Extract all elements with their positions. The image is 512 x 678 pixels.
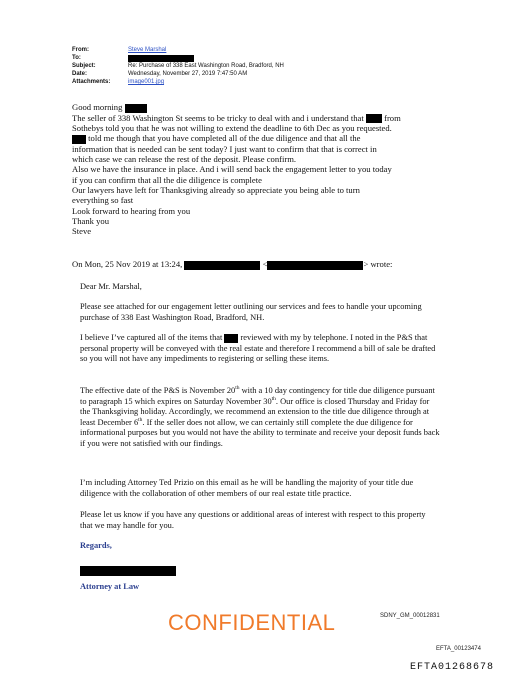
paragraph-items — [80, 333, 440, 365]
quote-wrote: > wrote: — [363, 259, 393, 269]
superscript: th — [271, 395, 276, 402]
subject-value: Re: Purchase of 338 East Washington Road, Bradford, NH — [128, 63, 284, 69]
quote-bracket: < — [262, 259, 268, 269]
bates-efta-2: EFTA01268678 — [410, 662, 495, 673]
paragraph-questions: Please let us know if you have any questions or additional areas of interest with respect to this property that we may handle for you. — [80, 510, 426, 530]
bates-sdny: SDNY_GM_00012831 — [380, 613, 440, 619]
p3-text: . If the seller does not allow, we can certainly still complete the due diligence for informational purposes but you would not have the ability to terminate and receive your deposit funds back if you were not satisfied with our findings. — [80, 417, 440, 448]
reply-body — [72, 102, 442, 237]
quote-bar — [72, 272, 74, 602]
email-redaction — [267, 261, 363, 270]
date-value: Wednesday, November 27, 2019 7:47:50 AM — [128, 71, 248, 77]
date-row — [72, 70, 284, 78]
greeting: Good morning — [72, 102, 123, 112]
reply-line: which case we can release the rest of the deposit. Please confirm. — [72, 154, 297, 165]
attachments-label: Attachments: — [72, 79, 111, 85]
p3-text: The effective date of the P&S is November 20 — [80, 386, 236, 395]
reply-line: Our lawyers have left for Thanksgiving already so appreciate you being able to turn — [72, 185, 360, 196]
sender-redaction — [184, 261, 260, 270]
reply-text: from — [384, 112, 401, 123]
reply-line — [72, 102, 442, 113]
from-label: From: — [72, 47, 89, 53]
paragraph-attorney: I’m including Attorney Ted Prizio on this email as he will be handling the majority of your title due diligence with the collaboration of other members of our real estate title practice. — [80, 478, 414, 498]
to-label: To: — [72, 55, 81, 61]
quote-date: On Mon, 25 Nov 2019 at 13:24, — [72, 259, 183, 269]
attachments-row — [72, 78, 284, 86]
reply-line: Thank you — [72, 215, 109, 226]
bates-efta-1: EFTA_00123474 — [436, 646, 481, 652]
date-label: Date: — [72, 71, 88, 77]
to-row — [72, 54, 284, 62]
to-redaction — [128, 55, 194, 62]
reply-line: Steve — [72, 226, 92, 237]
reply-line — [72, 133, 442, 144]
paragraph-engagement: Please see attached for our engagement letter outlining our services and fees to handle your upcoming purchase of 338 East Washington Road, Bradford, NH. — [80, 302, 422, 322]
redaction — [125, 104, 147, 113]
reply-line: everything so fast — [72, 195, 134, 206]
salutation: Dear Mr. Marshal, — [80, 282, 142, 291]
reply-text: The seller of 338 Washington St seems to be tricky to deal with and i understand that — [72, 112, 364, 123]
redaction — [80, 566, 176, 576]
attachment-link[interactable]: image001.jpg — [128, 79, 165, 85]
email-header — [72, 46, 284, 86]
p2-text: reviewed with my by telephone. I noted in the P&S that personal property will be conveyed with the real estate and therefore I recommend a bill of sale be drafted so you will not have any impediments to registering or selling these items. — [80, 333, 436, 364]
paragraph-effective-date — [80, 386, 440, 450]
reply-line: Look forward to hearing from you — [72, 205, 191, 216]
signature-redaction — [80, 562, 176, 580]
p2-text: I believe I’ve captured all of the items that — [80, 333, 223, 342]
p3-text: with a 10 day contingency for title due diligence pursuant to paragraph 15 which expires on Saturday November 30 — [80, 386, 435, 406]
reply-text: told me though that you have completed all of the due diligence and that all the — [88, 133, 361, 144]
reply-line: Also we have the insurance in place. And i will send back the engagement letter to you today — [72, 164, 392, 175]
confidential-stamp: CONFIDENTIAL — [168, 610, 336, 635]
redaction — [72, 135, 86, 144]
subject-row — [72, 62, 284, 70]
reply-line: Sothebys told you that he was not willing to extend the deadline to 6th Dec as you requested. — [72, 123, 392, 134]
superscript: th — [235, 385, 240, 392]
p3-text: . Our office is closed Thursday and Friday for the Thanksgiving holiday. Accordingly, we recommend an extension to the title due diligence through at least December 6 — [80, 396, 430, 427]
redaction — [366, 114, 382, 123]
superscript: th — [138, 416, 143, 423]
from-value[interactable]: Steve Marshal — [128, 47, 167, 53]
subject-label: Subject: — [72, 63, 96, 69]
reply-line: if you can confirm that all the die diligence is complete — [72, 174, 262, 185]
signature-title: Attorney at Law — [80, 582, 140, 591]
from-row — [72, 46, 284, 54]
reply-line: information that is needed can be sent today? I just want to confirm that that is correct in — [72, 143, 377, 154]
reply-line — [72, 113, 442, 124]
redaction — [224, 334, 238, 343]
regards: Regards, — [80, 541, 112, 550]
quoted-intro — [72, 259, 452, 270]
